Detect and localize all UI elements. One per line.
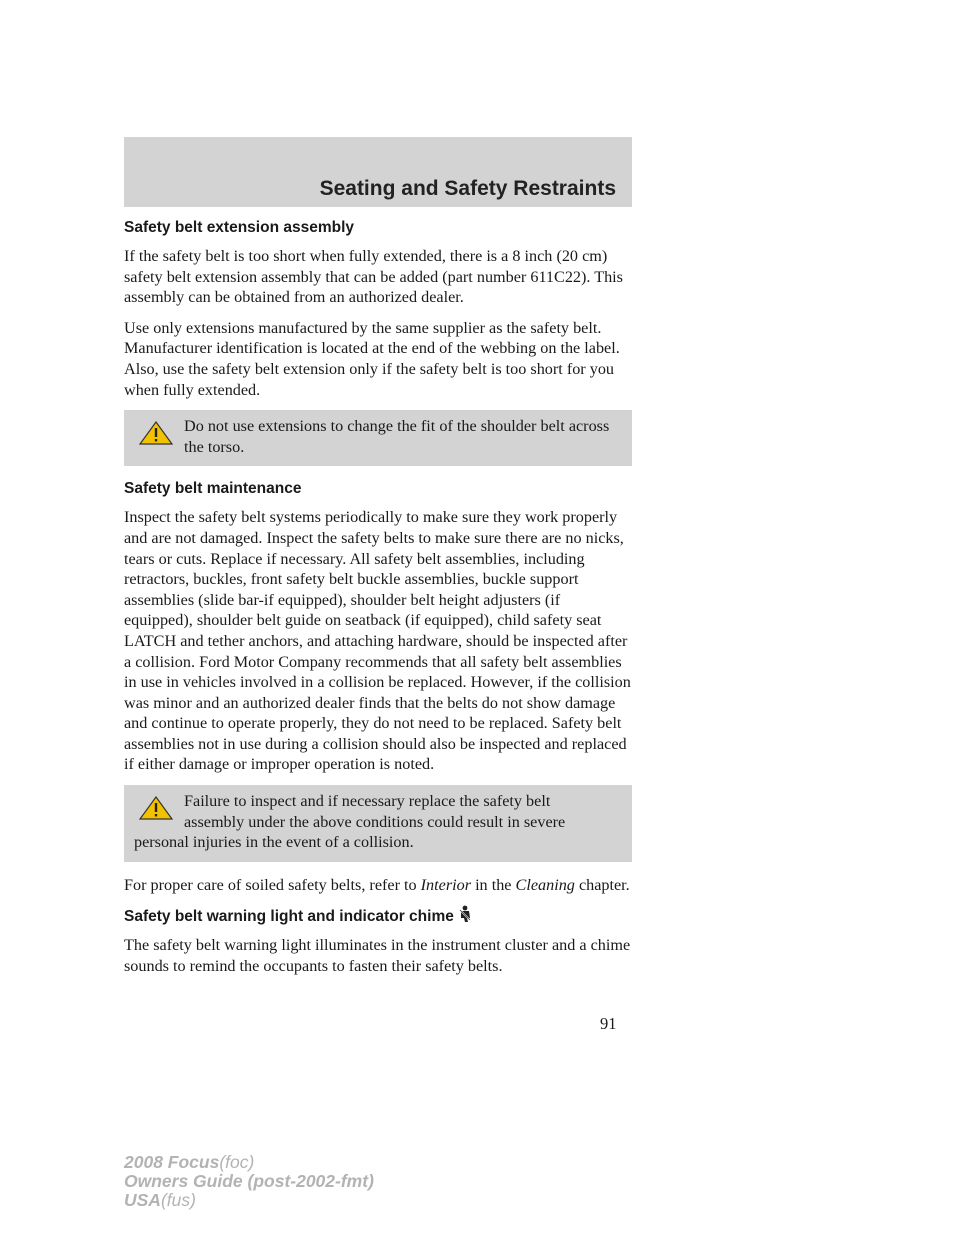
section-heading-extension: Safety belt extension assembly	[124, 219, 355, 236]
page-content	[124, 218, 632, 987]
warning-triangle-icon	[136, 795, 176, 821]
warning-text-maintenance-line-2: assembly under the above conditions could result in severe	[184, 812, 566, 831]
care-reference	[124, 875, 632, 896]
warning-text-maintenance-line-1: Failure to inspect and if necessary replace the safety belt	[184, 792, 551, 811]
care-mid: in the	[475, 875, 512, 894]
warning-box-extension	[124, 410, 632, 466]
footer-line-3	[124, 1191, 374, 1210]
chapter-header-bar	[124, 137, 632, 207]
warning-box-maintenance	[124, 785, 632, 862]
footer-model-code: (foc)	[219, 1152, 255, 1172]
warning-text-maintenance-line-3: personal injuries in the event of a collision.	[134, 833, 414, 852]
footer-line-1	[124, 1153, 374, 1172]
document-footer	[124, 1153, 374, 1210]
footer-line-2: Owners Guide (post-2002-fmt)	[124, 1171, 374, 1191]
chapter-title: Seating and Safety Restraints	[319, 177, 616, 200]
footer-market: USA	[124, 1190, 161, 1210]
care-suffix: chapter.	[578, 875, 630, 894]
cleaning-reference: Cleaning	[515, 875, 575, 894]
interior-reference: Interior	[420, 875, 472, 894]
warning-text-extension: Do not use extensions to change the fit of the shoulder belt across the torso.	[184, 417, 610, 456]
extension-paragraph-2: Use only extensions manufactured by the same supplier as the safety belt. Manufacturer identification is located at the end of the webbing on the label. Also, use the safety belt extension only if the safety belt is too short for you when fully extended.	[124, 318, 620, 399]
warning-light-paragraph: The safety belt warning light illuminates in the instrument cluster and a chime sounds to remind the occupants to fasten their safety belts.	[124, 936, 631, 976]
section-heading-warning-light	[124, 905, 632, 927]
extension-paragraph-1: If the safety belt is too short when fully extended, there is a 8 inch (20 cm) safety belt extension assembly that can be added (part number 611C22). This assembly can be obtained from an authorized dealer.	[124, 247, 623, 307]
footer-model: 2008 Focus	[124, 1152, 220, 1172]
seatbelt-warning-icon	[456, 905, 474, 923]
maintenance-paragraph-1: Inspect the safety belt systems periodically to make sure they work properly and are not damaged. Inspect the safety belts to make sure there are no nicks, tears or cuts. Replace if necessary. All safety belt assemblies, including retractors, buckles, front safety belt buckle assemblies, buckle support assemblies (slide bar-if equipped), shoulder belt height adjusters (if equipped), shoulder belt guide on seatback (if equipped), child safety seat LATCH and tether anchors, and attaching hardware, should be inspected after a collision. Ford Motor Company recommends that all safety belt assemblies in use in vehicles involved in a collision be replaced. However, if the collision was minor and an authorized dealer finds that the belts do not show damage and continue to operate properly, they do not need to be replaced. Safety belt assemblies not in use during a collision should also be inspected and replaced if either damage or improper operation is noted.	[124, 508, 631, 774]
page-number: 91	[600, 1014, 617, 1033]
care-prefix: For proper care of soiled safety belts, refer to	[124, 875, 417, 894]
warning-triangle-icon	[136, 420, 176, 446]
footer-market-code: (fus)	[160, 1190, 196, 1210]
warning-light-heading-text: Safety belt warning light and indicator chime	[124, 908, 454, 926]
section-heading-maintenance: Safety belt maintenance	[124, 480, 302, 498]
